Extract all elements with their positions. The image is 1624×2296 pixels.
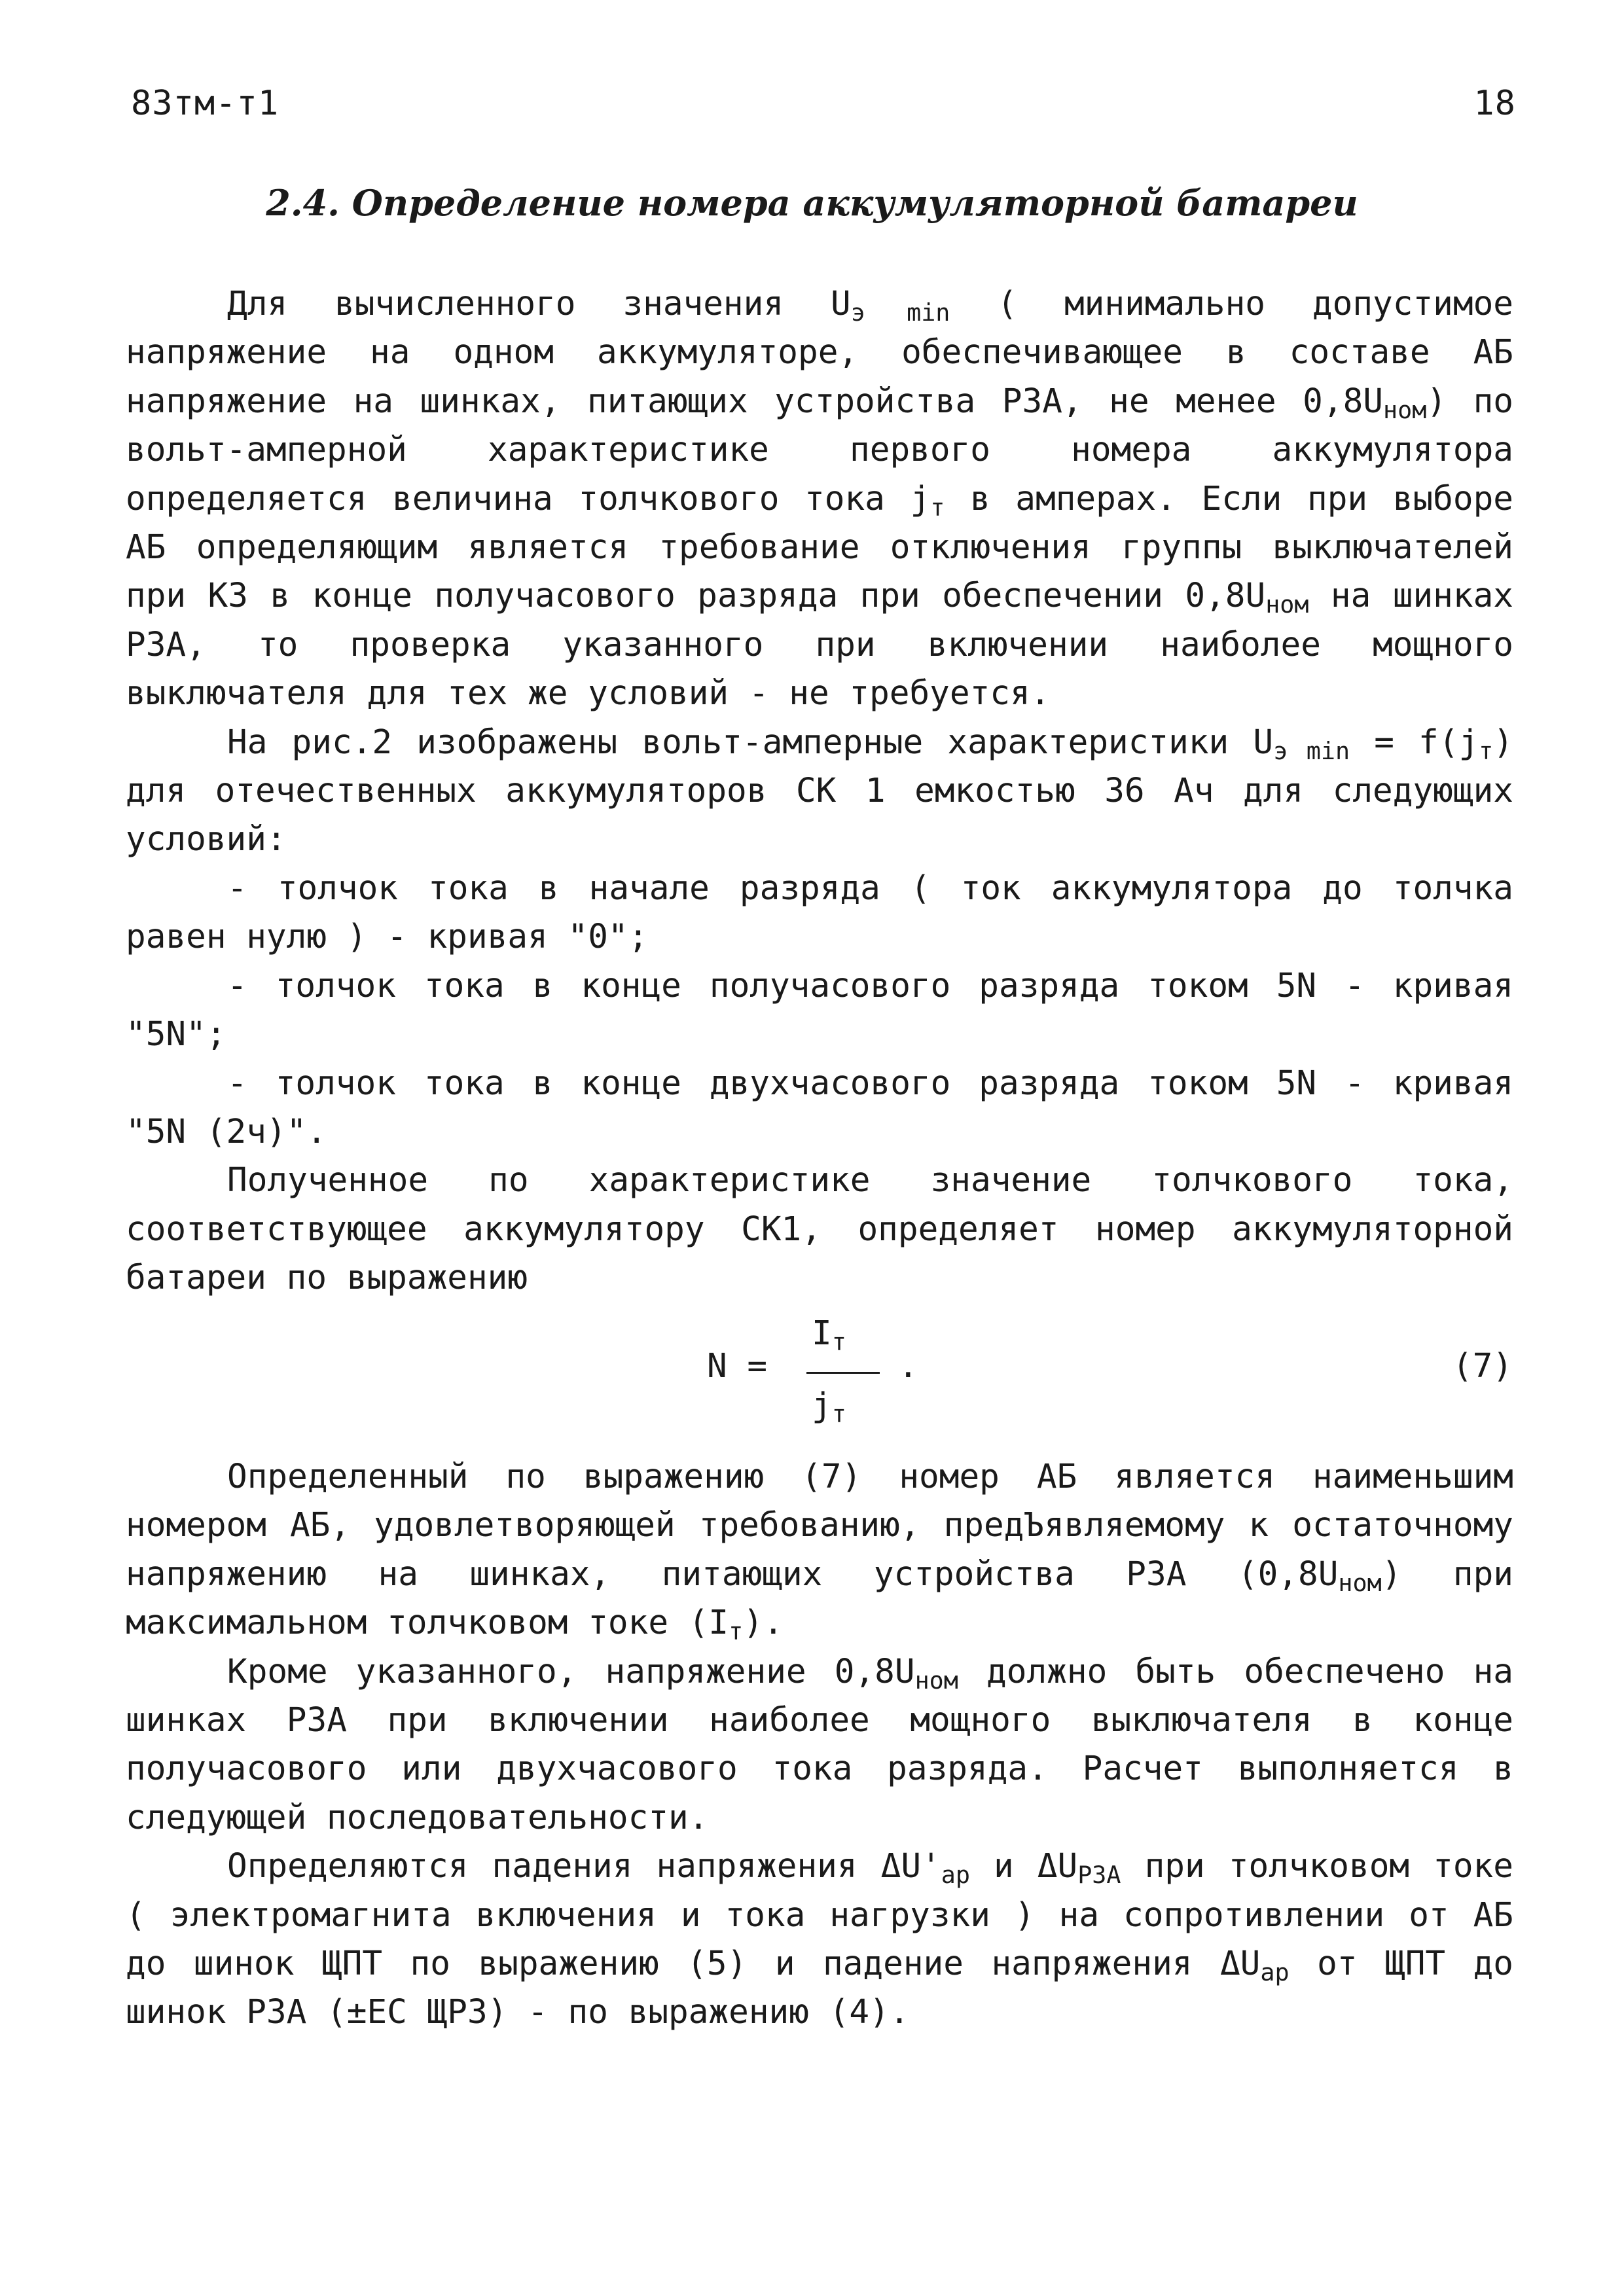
section-title: 2.4. Определение номера аккумуляторной батареи <box>266 182 1358 224</box>
formula-dot: . <box>898 1347 918 1386</box>
formula-number: (7) <box>1452 1347 1513 1386</box>
paragraph-6: Определяются падения напряжения $\Delta U'_{ар}$ и $\Delta U_{РЗА}$ при толчковом токе ( электромагнита включения и тока нагрузки ) на сопротивлении от АБ до шинок ЩПТ по выражению (5) и падение напряжения $\Delta U_{ар}$ от ЩПТ до шинок РЗА (±ЕС ЩРЗ) - по выражению (4). <box>126 1847 1514 2032</box>
formula-7 <box>707 1314 918 1445</box>
list-item: - толчок тока в конце двухчасового разряда током 5N - кривая "5N (2ч)". <box>126 1064 1513 1151</box>
document-code: 83тм-т1 <box>131 84 280 123</box>
paragraph-2: На рис.2 изображены вольт-амперные характеристики $U_{э min} = f(j_т)$ для отечественных аккумуляторов СК 1 емкостью 36 Ач для следующих условий: <box>126 723 1513 859</box>
paragraph-3: Полученное по характеристике значение толчкового тока, соответствующее аккумулятору СК1, определяет номер аккумуляторной батареи по выражению <box>126 1161 1513 1298</box>
formula-denominator: $j_т$ <box>812 1386 846 1429</box>
formula-lhs: N = <box>707 1347 768 1386</box>
paragraph-1: Для вычисленного значения $U_{э min}$ ( минимально допустимое напряжение на одном аккумуляторе, обеспечивающее в составе АБ напряжение на шинках, питающих устройства РЗА, не менее $0,8U_{ном}$) по вольт-амперной характеристике первого номера аккумулятора определяется величина толчкового тока $j_т$ в амперах. Если при выборе АБ определяющим является требование отключения группы выключателей при КЗ в конце получасового разряда при обеспечении $0,8U_{ном}$ на шинках РЗА, то проверка указанного при включении наиболее мощного выключателя для тех же условий - не требуется. <box>126 285 1513 713</box>
list-item: - толчок тока в начале разряда ( ток аккумулятора до толчка равен нулю ) - кривая "0"; <box>126 869 1513 957</box>
paragraph-4: Определенный по выражению (7) номер АБ является наименьшим номером АБ, удовлетворяющей требованию, предЪявляемому к остаточному напряжению на шинках, питающих устройства РЗА $(0,8U_{ном})$ при максимальном толчковом токе $(I_т)$. <box>126 1458 1514 1646</box>
page-number: 18 <box>1473 84 1516 123</box>
fraction-bar <box>806 1372 880 1374</box>
paragraph-5: Кроме указанного, напряжение $0,8U_{ном}$ должно быть обеспечено на шинках РЗА при включении наиболее мощного выключателя в конце получасового или двухчасового тока разряда. Расчет выполняется в следующей последовательности. <box>126 1652 1513 1837</box>
list-item: - толчок тока в конце получасового разряда током 5N - кривая "5N"; <box>126 966 1513 1054</box>
formula-numerator: $I_т$ <box>812 1314 846 1357</box>
text-block-2 <box>126 1453 1513 2037</box>
text-block-1 <box>126 280 1513 1303</box>
